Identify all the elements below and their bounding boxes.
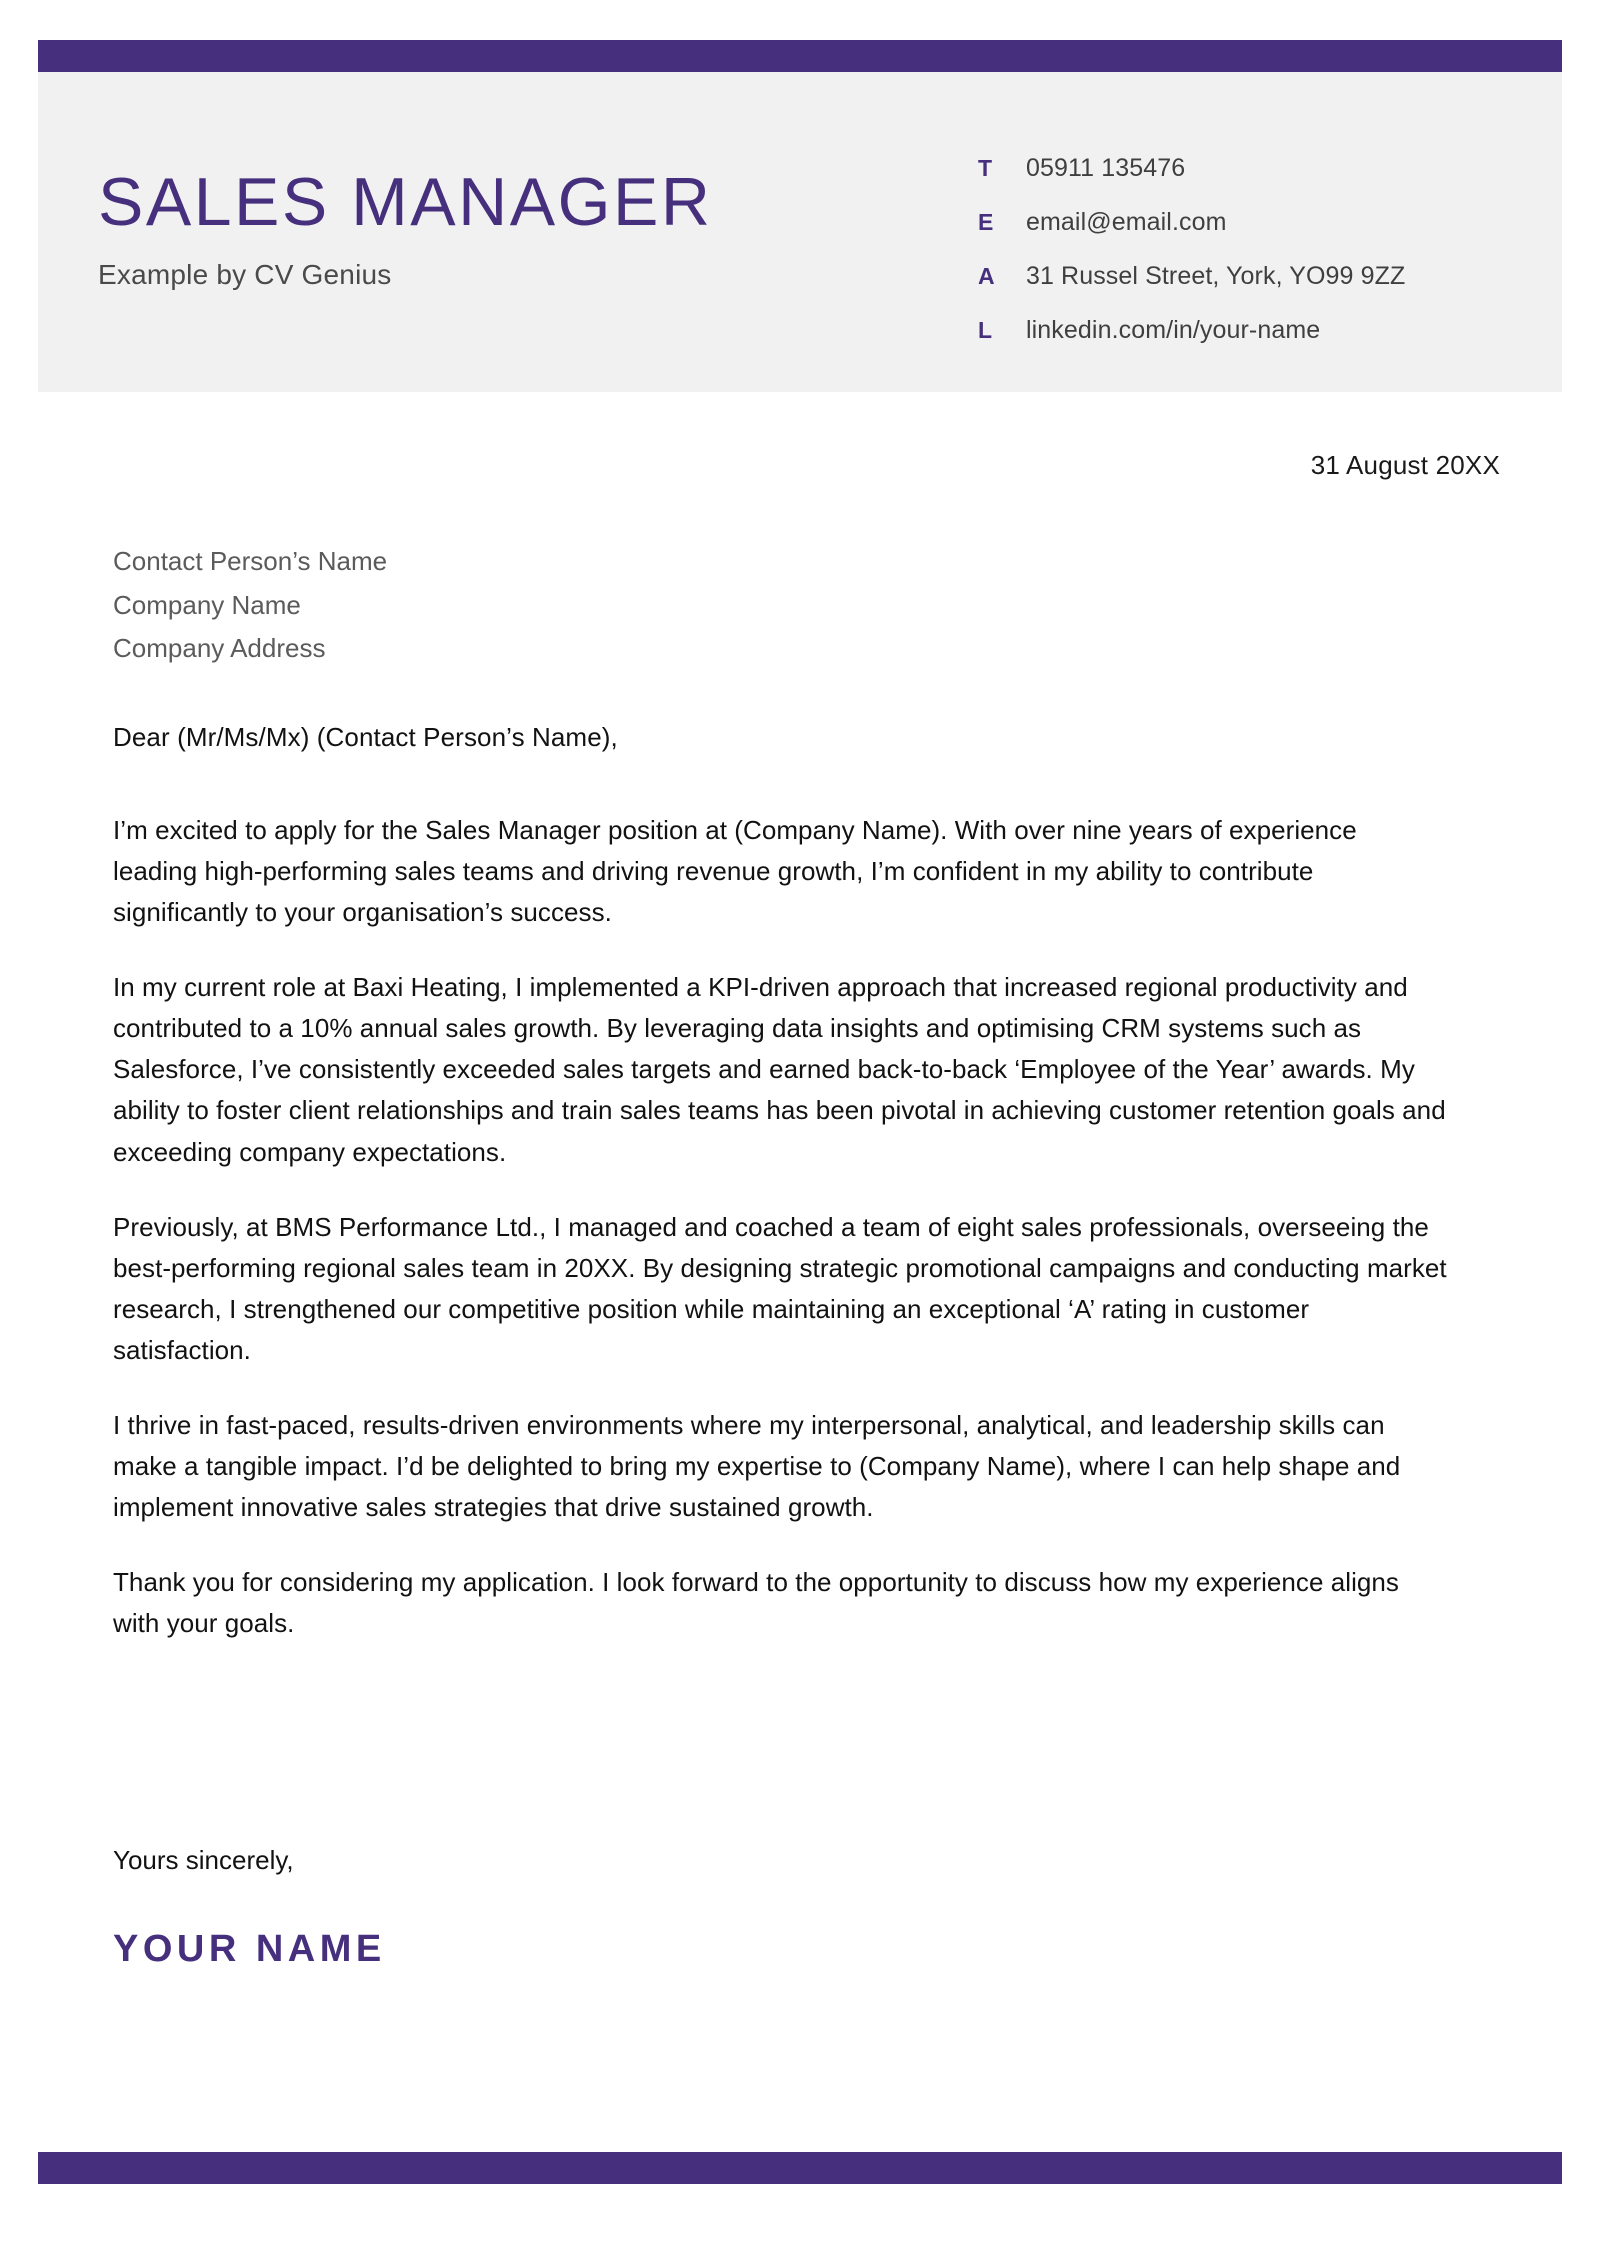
body-paragraph: I thrive in fast-paced, results-driven environments where my interpersonal, analytical, and leadership skills can make a tangible impact. I’d be delighted to bring my expertise to (Company Name), where I can help shape and implement innovative sales strategies that drive sustained growth. (113, 1409, 1401, 1523)
body-paragraph: In my current role at Baxi Heating, I implemented a KPI-driven approach that increased regional productivity and contributed to a 10% annual sales growth. By leveraging data insights and optimising CRM systems such as Salesforce, I’ve consistently exceeded sales targets and earned back-to-back ‘Employee of the Year’ awards. My ability to foster client relationships and train sales teams has been pivotal in achieving customer retention goals and exceeding company expectations. (113, 972, 1446, 1167)
signature-name: YOUR NAME (113, 1928, 386, 1970)
letterhead-header (38, 72, 1562, 392)
signoff: Yours sincerely, (113, 1845, 294, 1875)
title-block (98, 164, 918, 292)
linkedin-icon: L (978, 317, 993, 343)
contact-list (978, 154, 1538, 345)
page-subtitle: Example by CV Genius (98, 259, 392, 290)
address-value: 31 Russel Street, York, YO99 9ZZ (1026, 262, 1406, 290)
letterhead-inner (38, 72, 1562, 392)
body-paragraph: I’m excited to apply for the Sales Manager position at (Company Name). With over nine years of experience leading high-performing sales teams and driving revenue growth, I’m confident in my ability to contribute significantly to your organisation’s success. (113, 815, 1357, 928)
top-accent-bar (38, 40, 1562, 72)
letter-date: 31 August 20XX (1310, 450, 1500, 480)
contact-row-telephone (978, 154, 1538, 183)
body-paragraph: Thank you for considering my application. I look forward to the opportunity to discuss how my experience aligns with your goals. (113, 1567, 1399, 1639)
recipient-block (113, 540, 387, 671)
bottom-accent-bar (38, 2152, 1562, 2184)
email-icon: E (978, 209, 994, 235)
telephone-value: 05911 135476 (1026, 154, 1186, 182)
letter-body (113, 810, 1448, 1644)
email-value: email@email.com (1026, 208, 1227, 236)
telephone-icon: T (978, 155, 993, 181)
salutation: Dear (Mr/Ms/Mx) (Contact Person’s Name), (113, 722, 618, 752)
contact-row-address (978, 262, 1538, 291)
body-paragraph: Previously, at BMS Performance Ltd., I managed and coached a team of eight sales professionals, overseeing the best-performing regional sales team in 20XX. By designing strategic promotional campaigns and conducting market research, I strengthened our competitive position while maintaining an exceptional ‘A’ rating in customer satisfaction. (113, 1211, 1447, 1365)
contact-row-email (978, 208, 1538, 237)
address-icon: A (978, 263, 996, 289)
contact-row-linkedin (978, 316, 1538, 345)
recipient-company-address: Company Address (113, 633, 326, 664)
recipient-contact-name: Contact Person’s Name (113, 546, 388, 576)
recipient-company-name: Company Name (113, 589, 301, 620)
page-title: SALES MANAGER (98, 164, 713, 240)
linkedin-value: linkedin.com/in/your-name (1026, 316, 1321, 344)
